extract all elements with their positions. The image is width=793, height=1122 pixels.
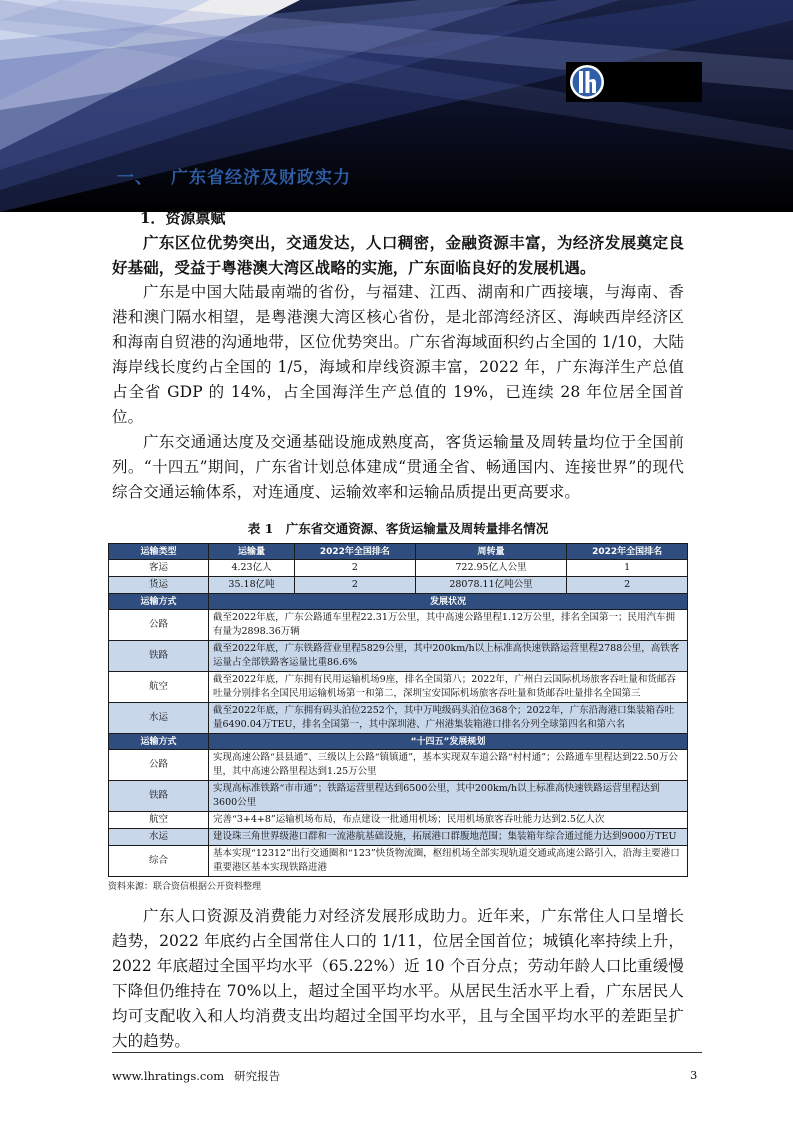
table-header-row	[109, 544, 688, 560]
table-cell: 建设珠三角世界级港口群和一流港航基础设施，拓展港口群腹地范围；集装箱年综合通过能力达到9000万TEU	[209, 829, 688, 846]
table-cell: 综合	[109, 846, 209, 877]
header-cell: 周转量	[415, 544, 567, 560]
table-row	[109, 812, 688, 829]
header-cell: 运输方式	[109, 734, 209, 750]
table-row	[109, 829, 688, 846]
table-cell: 铁路	[109, 781, 209, 812]
transport-table	[108, 543, 688, 877]
summary-paragraph: 广东区位优势突出，交通发达，人口稠密，金融资源丰富，为经济发展奠定良好基础，受益于粤港澳大湾区战略的实施，广东面临良好的发展机遇。	[112, 233, 684, 277]
table-cell: 公路	[109, 610, 209, 641]
table-caption: 表 1 广东省交通资源、客货运输量及周转量排名情况	[247, 521, 549, 536]
header-cell: 运输方式	[109, 594, 209, 610]
table-cell: 实现高标准铁路“市市通”；铁路运营里程达到6500公里，其中200km/h以上标准高快速铁路运营里程达到3600公里	[209, 781, 688, 812]
transport-paragraph: 广东交通通达度及交通基础设施成熟度高，客货运输量及周转量均位于全国前列。“十四五”期间，广东省计划总体建成“贯通全省、畅通国内、连接世界”的现代综合交通运输体系，对连通度、运输效率和运输品质提出更高要求。	[112, 433, 684, 501]
table-cell: 2	[295, 577, 416, 594]
footer	[112, 1068, 280, 1084]
location-paragraph: 广东是中国大陆最南端的省份，与福建、江西、湖南和广西接壤，与海南、香港和澳门隔水相望，是粤港澳大湾区核心省份，是北部湾经济区、海峡西岸经济区和海南自贸港的沟通地带，区位优势突出。广东省海域面积约占全国的 1/10，大陆海岸线长度约占全国的 1/5，海域和岸线资源丰富，2022 年，广东海洋生产总值占全省 GDP 的 14%，占全国海洋生产总值的 19%，已连续 28 年位居全国首位。	[112, 283, 684, 426]
table-cell: 客运	[109, 560, 209, 577]
table-cell: 水运	[109, 703, 209, 734]
table-cell: 航空	[109, 812, 209, 829]
sub-heading: 1．资源禀赋	[140, 209, 226, 227]
header-cell: 2022年全国排名	[295, 544, 416, 560]
header-cell: 运输量	[209, 544, 295, 560]
table-cell: 实现高速公路“县县通”、三级以上公路“镇镇通”，基本实现双车道公路“村村通”；公路通车里程达到22.50万公里，其中高速公路里程达到1.25万公里	[209, 750, 688, 781]
table-cell: 基本实现“12312”出行交通圈和“123”快货物流圈，枢纽机场全部实现轨道交通或高速公路引入，沿海主要港口重要港区基本实现铁路进港	[209, 846, 688, 877]
section-title	[117, 163, 351, 188]
table-cell: 28078.11亿吨公里	[415, 577, 567, 594]
table-cell: 截至2022年底，广东公路通车里程22.31万公里，其中高速公路里程1.12万公里，排名全国第一；民用汽车拥有量为2898.36万辆	[209, 610, 688, 641]
company-logo	[566, 62, 702, 102]
footer-divider	[112, 1052, 702, 1053]
table-cell: 水运	[109, 829, 209, 846]
table-cell: 2	[567, 577, 688, 594]
header-cell: “十四五”发展规划	[209, 734, 688, 750]
table-row	[109, 672, 688, 703]
page-number: 3	[690, 1068, 698, 1082]
table-cell: 截至2022年底，广东拥有码头泊位2252个，其中万吨级码头泊位368个；2022年，广东沿海港口集装箱吞吐量6490.04万TEU，排名全国第一，其中深圳港、广州港集装箱港口排名分列全球第四名和第六名	[209, 703, 688, 734]
table-cell: 货运	[109, 577, 209, 594]
table-row	[109, 641, 688, 672]
table-header-row	[109, 594, 688, 610]
header-cell: 2022年全国排名	[567, 544, 688, 560]
table-cell: 铁路	[109, 641, 209, 672]
table-row	[109, 846, 688, 877]
lh-logo-icon	[568, 63, 608, 101]
table-cell: 截至2022年底，广东铁路营业里程5829公里，其中200km/h以上标准高快速铁路运营里程2788公里，高铁客运量占全部铁路客运量比重86.6%	[209, 641, 688, 672]
table-cell: 722.95亿人公里	[415, 560, 567, 577]
header-banner	[0, 0, 793, 212]
table-row	[109, 750, 688, 781]
table-cell: 35.18亿吨	[209, 577, 295, 594]
footer-label: 研究报告	[234, 1069, 281, 1083]
table-cell: 航空	[109, 672, 209, 703]
table-row	[109, 703, 688, 734]
table-row	[109, 560, 688, 577]
population-paragraph: 广东人口资源及消费能力对经济发展形成助力。近年来，广东常住人口呈增长趋势，2022 年底约占全国常住人口的 1/11，位居全国首位；城镇化率持续上升，2022 年底超过全国平均水平（65.22%）近 10 个百分点；劳动年龄人口比重缓慢下降但仍维持在 70%以上，超过全国平均水平。从居民生活水平上看，广东居民人均可支配收入和人均消费支出均超过全国平均水平，且与全国平均水平的差距呈扩大的趋势。	[112, 907, 684, 1050]
table-cell: 截至2022年底，广东拥有民用运输机场9座，排名全国第八；2022年，广州白云国际机场旅客吞吐量和货邮吞吐量分别排名全国民用运输机场第一和第二，深圳宝安国际机场旅客吞吐量和货邮吞吐量排名全国第三	[209, 672, 688, 703]
table-cell: 2	[295, 560, 416, 577]
table-cell: 4.23亿人	[209, 560, 295, 577]
table-row	[109, 610, 688, 641]
section-number: 一、	[117, 168, 153, 188]
table-cell: 公路	[109, 750, 209, 781]
header-cell: 发展状况	[209, 594, 688, 610]
table-cell: 1	[567, 560, 688, 577]
table-row	[109, 781, 688, 812]
table-source: 资料来源：联合资信根据公开资料整理	[108, 882, 262, 892]
table-row	[109, 577, 688, 594]
footer-website-link[interactable]: www.lhratings.com	[112, 1069, 225, 1083]
section-title-text: 广东省经济及财政实力	[171, 168, 351, 188]
table-header-row	[109, 734, 688, 750]
main-content	[108, 206, 684, 1054]
table-cell: 完善“3+4+8”运输机场布局，布点建设一批通用机场；民用机场旅客吞吐能力达到2.5亿人次	[209, 812, 688, 829]
header-cell: 运输类型	[109, 544, 209, 560]
